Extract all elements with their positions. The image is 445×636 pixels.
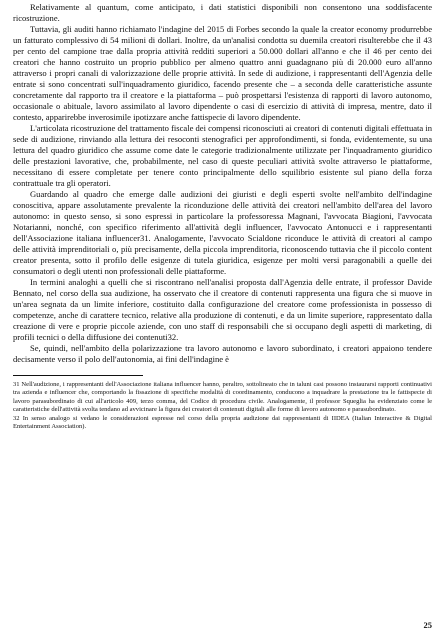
body-paragraph: Guardando al quadro che emerge dalle audizioni dei giuristi e degli esperti svolte nell'ambito dell'indagine conoscitiva, appare assolutamente prevalente la riconduzione delle attività dei creatori nell'ambito dell'area del lavoro autonomo: in questo senso, si sono espressi in particolare la professoressa Magnani, l'avvocata Biagioni, l'avvocata Notarianni, nonché, con specifico riferimento all'attività degli influencer, l'avvocato Antonucci e i rappresentanti dell'Associazione italiana influencer31. Analogamente, l'avvocato Scialdone riconduce le attività di creatori al campo delle attività imprenditoriali o, più precisamente, della piccola imprenditoria, riconoscendo tuttavia che il piccolo content creator presenta, sotto il profilo delle esigenze di tutela giuridica, esigenze per molti versi paragonabili a quelle dei consumatori o degli utenti non professionali delle piattaforme. <box>13 189 432 276</box>
body-paragraph: Relativamente al quantum, come anticipato, i dati statistici disponibili non consentono una soddisfacente ricostruzione. <box>13 2 432 23</box>
body-paragraph: In termini analoghi a quelli che si riscontrano nell'analisi proposta dall'Agenzia delle entrate, il professor Davide Bennato, nel corso della sua audizione, ha osservato che il creatore di contenuti rappresenta una figura che si muove in un'area segnata da un limite inferiore, costituito dalla configurazione del creatore come professionista in possesso di competenze, anche di carattere tecnico, relative alla produzione di contenuti, e da un limite superiore, rappresentato dalla creazione di vere e proprie piccole aziende, con uno staff di responsabili che si occupano degli aspetti di marketing, di profili tecnici o della diffusione dei contenuti32. <box>13 277 432 342</box>
footnote: 31 Nell'audizione, i rappresentanti dell'Associazione italiana influencer hanno, peraltro, sottolineato che in taluni casi possono instaurarsi rapporti continuativi tra azienda e influencer che, comportando la fissazione di specifiche modalità di coordinamento, conducono a inquadrare la prestazione tra le fattispecie di lavoro parasubordinato di cui all'articolo 409, terzo comma, del Codice di procedura civile. Analogamente, il professor Squeglia ha evidenziato come le caratteristiche dell'attività svolta tendano ad avvicinare la figura dei creatori di contenuti digitali alle forme di lavoro autonomo e parasubordinato. <box>13 381 432 413</box>
footnote: 32 In senso analogo si vedano le considerazioni espresse nel corso della propria audizione dai rappresentanti di IIDEA (Italian Interactive & Digital Entertainment Association). <box>13 415 432 431</box>
footnote-separator <box>13 375 143 376</box>
body-paragraph: Se, quindi, nell'ambito della polarizzazione tra lavoro autonomo e lavoro subordinato, i creatori appaiono tendere decisamente verso il polo dell'autonomia, ai fini dell'indagine è <box>13 343 432 364</box>
document-page <box>13 2 432 433</box>
body-paragraph: Tuttavia, gli auditi hanno richiamato l'indagine del 2015 di Forbes secondo la quale la creator economy produrrebbe un fatturato complessivo di 54 milioni di dollari. Inoltre, da un'analisi condotta su duemila creatori risulterebbe che il 43 per cento del campione trae dalla propria attività redditi superiori a 50.000 dollari all'anno e che il 46 per cento dei creatori che hanno costruito un proprio pubblico per almeno quattro anni guadagnano più di 20.000 euro all'anno attraverso i propri canali di valorizzazione delle proprie attività. In sede di audizione, i rappresentanti dell'Agenzia delle entrate si sono concentrati sull'inquadramento giuridico, facendo presente che – a seconda delle caratteristiche assunte concretamente dal rapporto tra il creatore e la piattaforma – può prospettarsi l'esistenza di rapporti di lavoro autonomo, occasionale o abituale, lavoro assimilato al lavoro dipendente o casi di esercizio di attività di impresa, mentre, dato il contesto, apparirebbe inverosimile ipotizzare anche fattispecie di lavoro dipendente. <box>13 24 432 122</box>
body-paragraph: L'articolata ricostruzione del trattamento fiscale dei compensi riconosciuti ai creatori di contenuti digitali effettuata in sede di audizione, rinviando alla lettura dei resoconti stenografici per approfondimenti, si fonda, evidentemente, su una lettura del quadro giuridico che assume come date le categorie tradizionalmente utilizzate per l'inquadramento giuridico delle prestazioni lavorative, che, probabilmente, nel caso di queste peculiari attività svolte attraverso le piattaforme, necessitano di essere completate per tenere conto principalmente dello squilibrio esistente sul piano della forza contrattuale tra gli operatori. <box>13 123 432 188</box>
page-number: 25 <box>423 620 432 630</box>
